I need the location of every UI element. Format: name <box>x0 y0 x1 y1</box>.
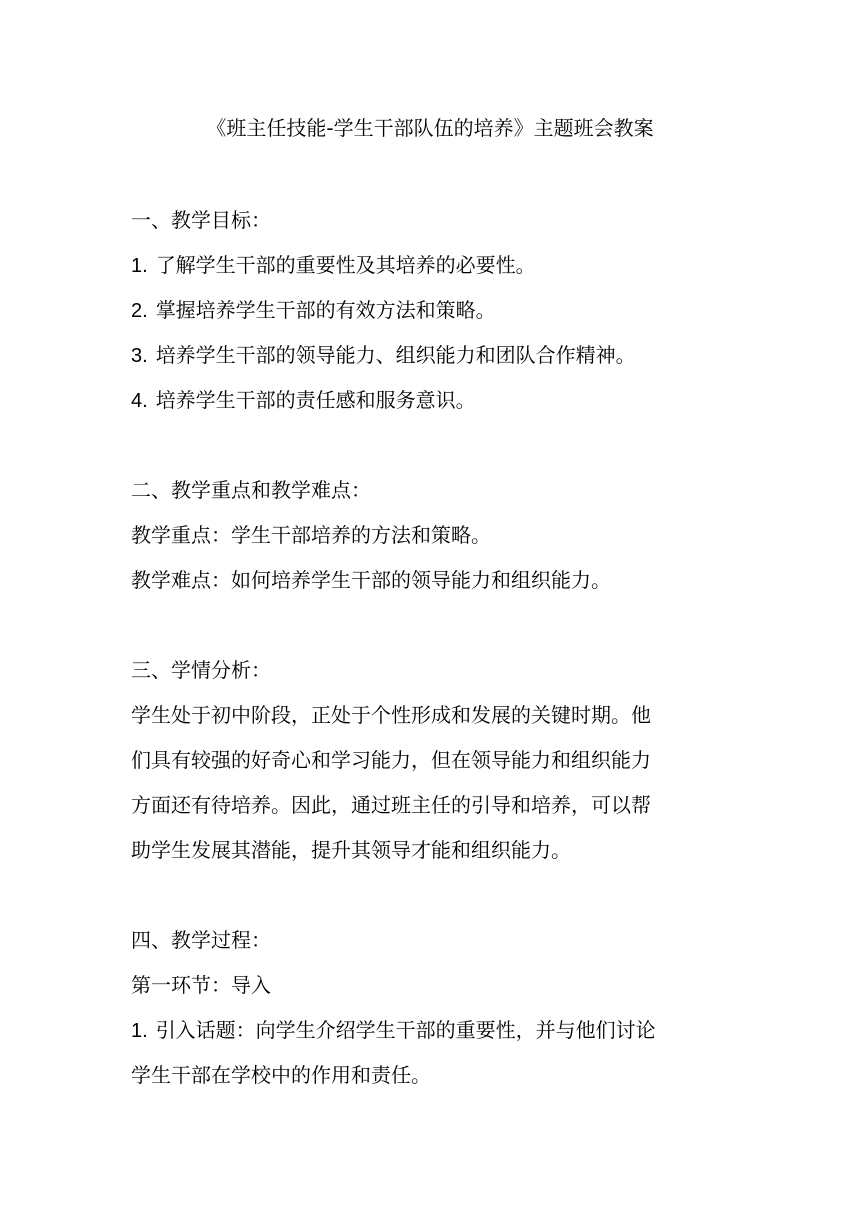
item-text: 引入话题：向学生介绍学生干部的重要性，并与他们讨论 <box>155 1018 656 1042</box>
process-item-1 <box>131 1012 656 1049</box>
document-title: 《班主任技能-学生干部队伍的培养》主题班会教案 <box>206 116 654 140</box>
difficulty-line: 教学难点：如何培养学生干部的领导能力和组织能力。 <box>131 568 611 592</box>
section2-heading: 二、教学重点和教学难点： <box>131 478 371 502</box>
item-text: 掌握培养学生干部的有效方法和策略。 <box>155 298 496 322</box>
key-point-line: 教学重点：学生干部培养的方法和策略。 <box>131 523 491 547</box>
item-text: 培养学生干部的责任感和服务意识。 <box>155 388 476 412</box>
item-number: 4. <box>131 390 148 412</box>
section3-heading: 三、学情分析： <box>131 658 271 682</box>
item-text: 培养学生干部的领导能力、组织能力和团队合作精神。 <box>155 343 636 367</box>
objective-item-2 <box>131 292 496 329</box>
section4-heading: 四、教学过程： <box>131 928 271 952</box>
objective-item-1 <box>131 247 536 284</box>
item-number: 1. <box>131 255 148 277</box>
analysis-line-4: 助学生发展其潜能，提升其领导才能和组织能力。 <box>131 838 571 862</box>
item-number: 2. <box>131 300 148 322</box>
objective-item-3 <box>131 337 636 374</box>
item-number: 3. <box>131 345 148 367</box>
item-number: 1. <box>131 1020 148 1042</box>
analysis-line-2: 们具有较强的好奇心和学习能力，但在领导能力和组织能力 <box>131 748 651 772</box>
item-text: 了解学生干部的重要性及其培养的必要性。 <box>155 253 536 277</box>
section4-subheading: 第一环节：导入 <box>131 973 271 997</box>
analysis-line-3: 方面还有待培养。因此，通过班主任的引导和培养，可以帮 <box>131 793 651 817</box>
section1-heading: 一、教学目标： <box>131 208 271 232</box>
objective-item-4 <box>131 382 476 419</box>
process-item-1-continuation: 学生干部在学校中的作用和责任。 <box>131 1063 431 1087</box>
analysis-line-1: 学生处于初中阶段，正处于个性形成和发展的关键时期。他 <box>131 703 651 727</box>
